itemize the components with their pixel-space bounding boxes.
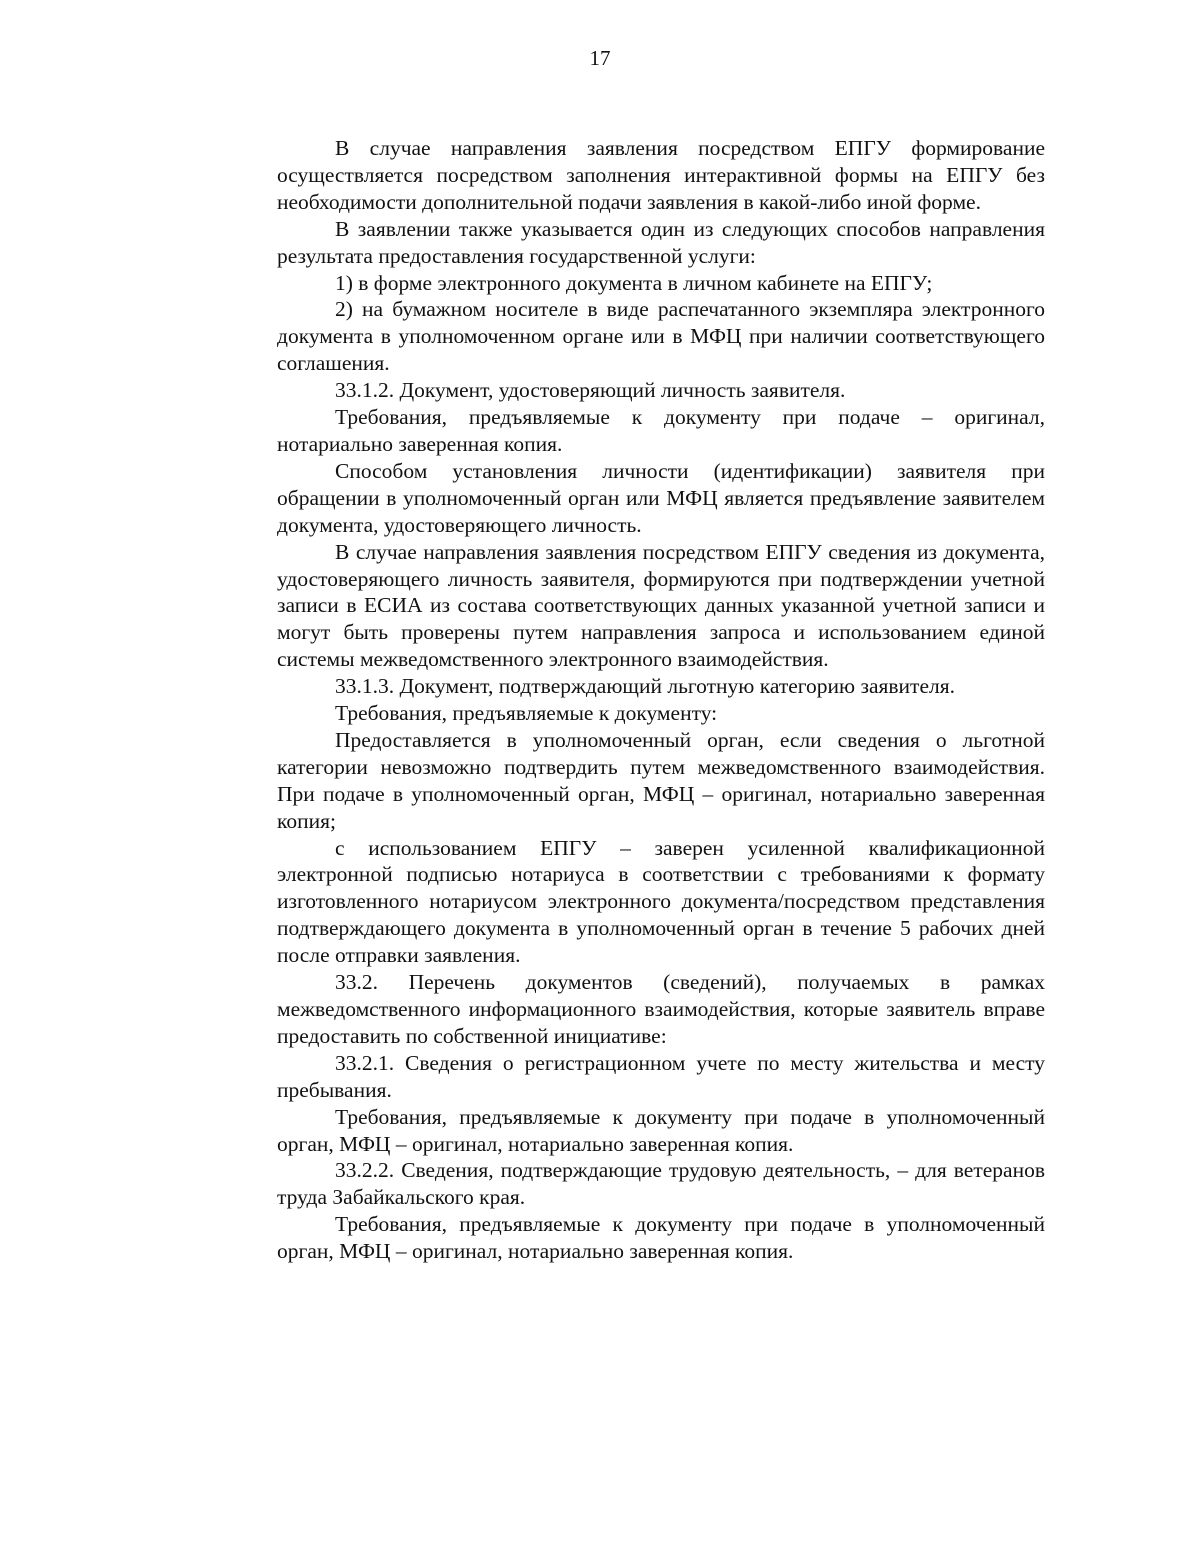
paragraph-esia-verification: В случае направления заявления посредством ЕПГУ сведения из документа, удостоверяющего личность заявителя, формируются при подтверждении учетной записи в ЕСИА из состава соответствующих данных указанной учетной записи и могут быть проверены путем направления запроса и использованием единой системы межведомственного электронного взаимодействия. xyxy=(277,539,1045,672)
paragraph-result-methods: В заявлении также указывается один из следующих способов направления результата предоставления государственной услуги: xyxy=(277,216,1045,268)
paragraph-privilege-submission: Предоставляется в уполномоченный орган, если сведения о льготной категории невозможно подтвердить путем межведомственного взаимодействия. При подаче в уполномоченный орган, МФЦ – оригинал, нотариально заверенная копия; xyxy=(277,727,1045,833)
page-number: 17 xyxy=(589,46,611,70)
paragraph-requirements-registration: Требования, предъявляемые к документу при подаче в уполномоченный орган, МФЦ – оригинал, нотариально заверенная копия. xyxy=(277,1104,1045,1156)
list-item-electronic: 1) в форме электронного документа в личном кабинете на ЕПГУ; xyxy=(335,270,933,295)
section-33-1-2-heading: 33.1.2. Документ, удостоверяющий личность заявителя. xyxy=(335,378,846,403)
paragraph-identification-method: Способом установления личности (идентификации) заявителя при обращении в уполномоченный орган или МФЦ является предъявление заявителем документа, удостоверяющего личность. xyxy=(277,458,1045,537)
paragraph-requirements-identity: Требования, предъявляемые к документу при подаче – оригинал, нотариально заверенная копия. xyxy=(277,405,1045,456)
paragraph-epgu-signature: с использованием ЕПГУ – заверен усиленной квалификационной электронной подписью нотариуса в соответствии с требованиями к формату изготовленного нотариусом электронного документа/посредством представления подтверждающего документа в уполномоченный орган в течение 5 рабочих дней после отправки заявления. xyxy=(277,835,1045,968)
paragraph-requirements-label: Требования, предъявляемые к документу: xyxy=(335,701,718,726)
paragraph-epgu-form: В случае направления заявления посредством ЕПГУ формирование осуществляется посредством заполнения интерактивной формы на ЕПГУ без необходимости дополнительной подачи заявления в какой-либо иной форме. xyxy=(277,136,1045,214)
section-33-2-1-heading: 33.2.1. Сведения о регистрационном учете по месту жительства и месту пребывания. xyxy=(277,1050,1045,1102)
list-item-paper: 2) на бумажном носителе в виде распечатанного экземпляра электронного документа в уполномоченном органе или в МФЦ при наличии соответствующего соглашения. xyxy=(277,297,1045,376)
section-33-2-heading: 33.2. Перечень документов (сведений), получаемых в рамках межведомственного информационного взаимодействия, которые заявитель вправе предоставить по собственной инициативе: xyxy=(277,970,1045,1048)
paragraph-requirements-labor: Требования, предъявляемые к документу при подаче в уполномоченный орган, МФЦ – оригинал, нотариально заверенная копия. xyxy=(277,1212,1045,1264)
section-33-1-3-heading: 33.1.3. Документ, подтверждающий льготную категорию заявителя. xyxy=(335,674,955,699)
section-33-2-2-heading: 33.2.2. Сведения, подтверждающие трудовую деятельность, – для ветеранов труда Забайкальского края. xyxy=(277,1158,1045,1210)
document-body xyxy=(277,135,1045,1265)
